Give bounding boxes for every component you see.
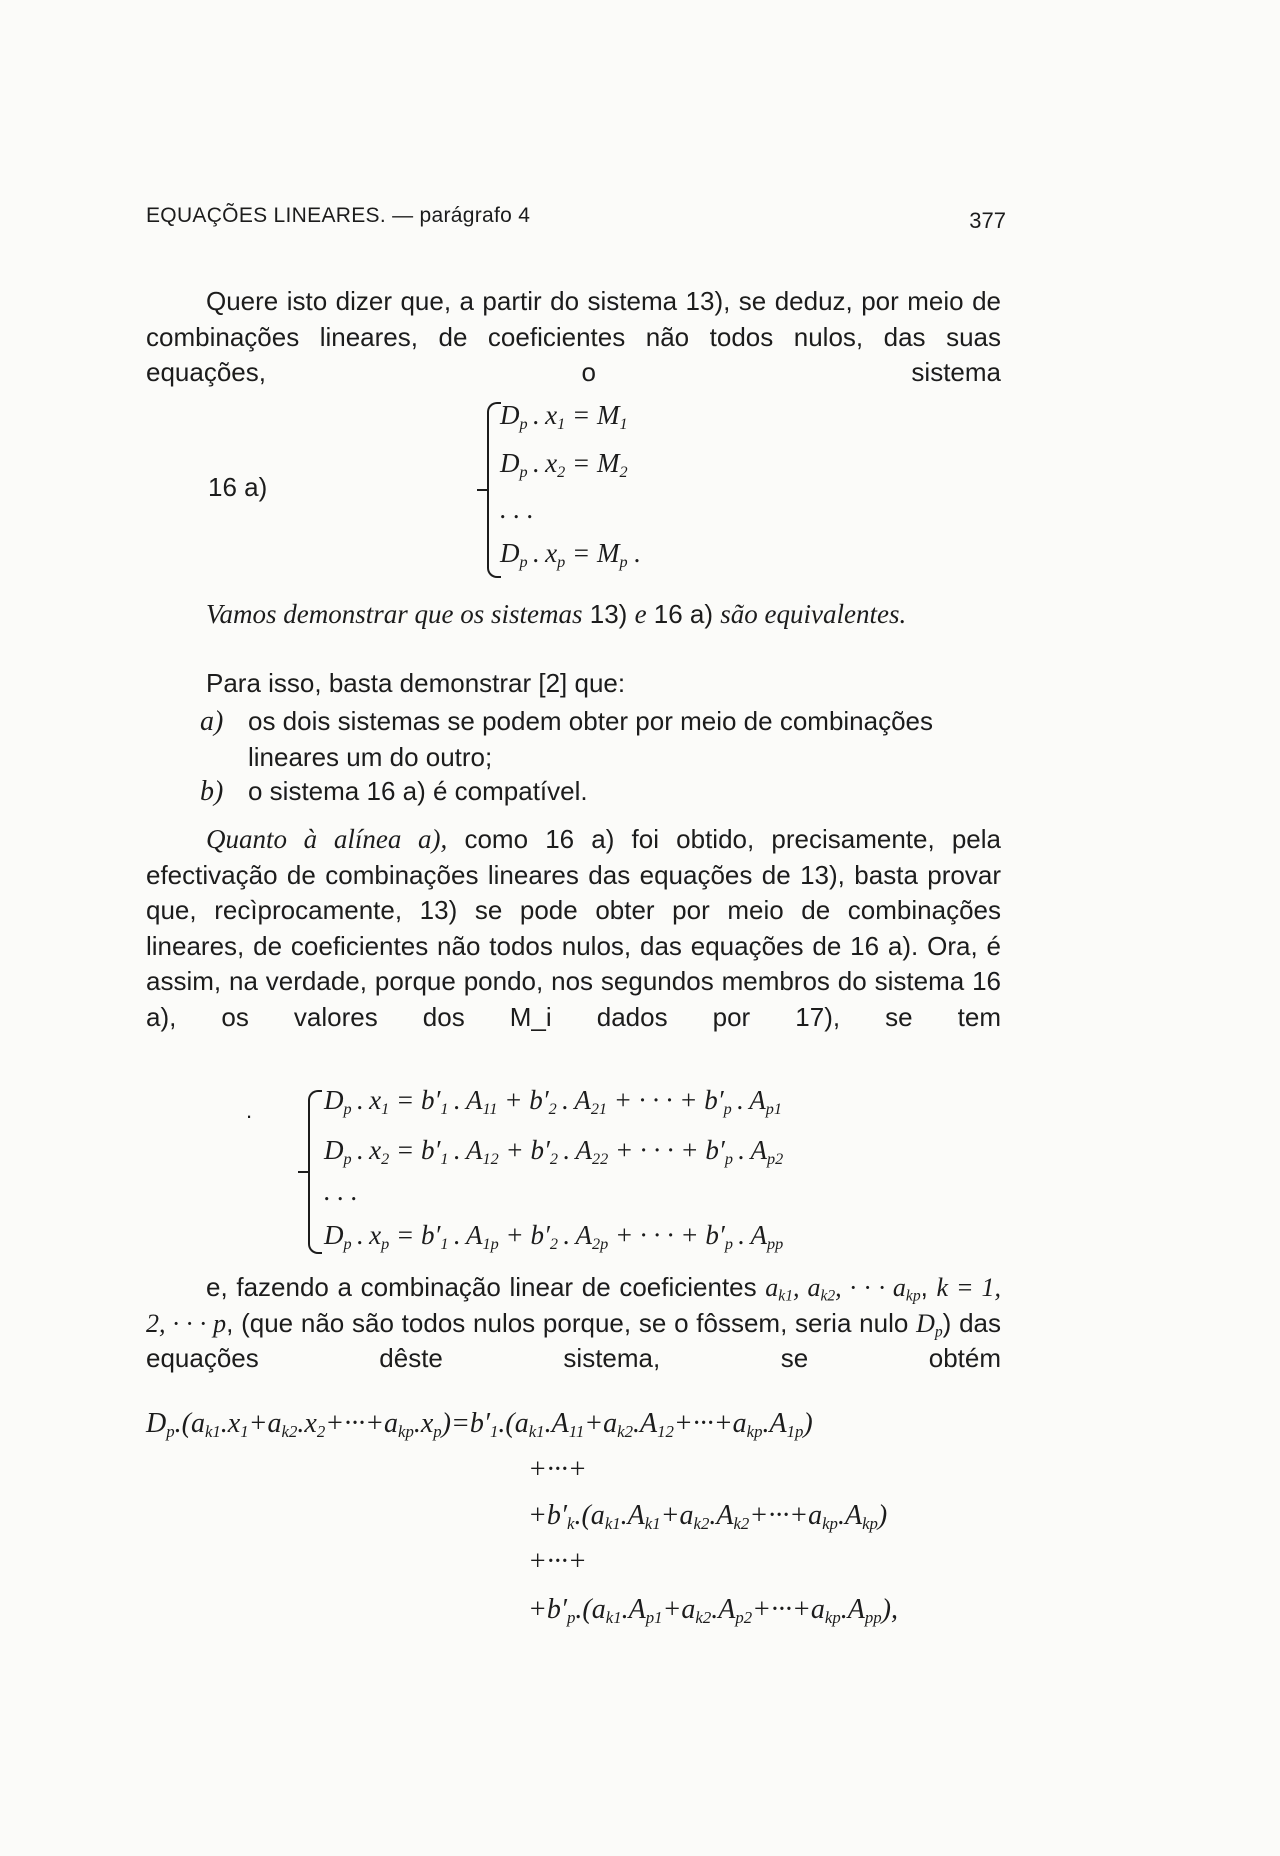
system-expanded-line-4: $D_p$ . $x_p = b'_1$ . $A_{1p} + b'_2$ . $A_{2p}$ + · · · + $b'_p$ . $A_{pp}$ — [324, 1220, 784, 1253]
list-item-a: a) os dois sistemas se podem obter por meio de combinações lineares um do outro; — [200, 706, 934, 772]
running-header — [146, 204, 1006, 244]
stray-dot: . — [246, 1098, 253, 1123]
system-expanded-line-2: $D_p$ . $x_2 = b'_1$ . $A_{12} + b'_2$ . $A_{22}$ + · · · + $b'_p$ . $A_{p2}$ — [324, 1135, 784, 1168]
final-equation-line-3: $+b'_k.(a_{k1}.A_{k1}+a_{k2}.A_{k2}+\cdot\cdot\cdot+a_{kp}.A_{kp})$ — [528, 1500, 888, 1534]
system-16a-line-3: . . . — [500, 494, 534, 524]
running-title: EQUAÇÕES LINEARES. — parágrafo 4 — [146, 204, 531, 227]
final-equation-line-1: $D_p.(a_{k1}.x_1+a_{k2}.x_2+\cdot\cdot\cdot+a_{kp}.x_p)=b'_1.(a_{k1}.A_{11}+a_{k2}.A_{12}+\cdot\cdot\cdot+a_{kp}.A_{1p})$ — [146, 1408, 813, 1442]
left-brace-2 — [308, 1090, 322, 1254]
list-item-b: b) o sistema 16 a) é compatível. — [200, 776, 588, 807]
thesis-statement: Vamos demonstrar que os sistemas 13) e 16 a) são equivalentes. — [206, 599, 907, 629]
system-16a-line-2: $D_p$ . $x_2 = M_2$ — [500, 448, 628, 481]
list-intro: Para isso, basta demonstrar [2] que: — [206, 668, 626, 698]
page-number: 377 — [969, 208, 1006, 233]
paragraph-combination: e, fazendo a combinação linear de coeficientes $a_{k1}$, $a_{k2}$, · · · $a_{kp}$, k = 1, 2, · · · p, (que não são todos nulos porque, se o fôssem, seria nulo $D_p$) das equações dêste sistema, se obtém — [146, 1272, 1001, 1373]
paragraph-alinea-a: Quanto à alínea a), como 16 a) foi obtido, precisamente, pela efectivação de combinações lineares das equações de 13), basta provar que, recìprocamente, 13) se pode obter por meio de combinações lineares, de coeficientes não todos nulos, das equações de 16 a). Ora, é assim, na verdade, porque pondo, nos segundos membros do sistema 16 a), os valores dos M_i dados por 17), se tem — [146, 824, 1001, 1032]
final-equation-line-4: +···+ — [528, 1546, 587, 1577]
final-equation-line-2: +···+ — [528, 1454, 587, 1485]
system-expanded-line-3: . . . — [324, 1176, 358, 1206]
system-16a-label: 16 a) — [208, 472, 268, 502]
system-16a-line-4: $D_p$ . $x_p = M_p$ . — [500, 538, 642, 571]
system-16a-line-1: $D_p$ . $x_1 = M_1$ — [500, 400, 628, 433]
left-brace — [487, 402, 501, 578]
paragraph-intro: Quere isto dizer que, a partir do sistema 13), se deduz, por meio de combinações lineares, de coeficientes não todos nulos, das suas equações, o sistema — [146, 286, 1001, 387]
system-expanded-line-1: $D_p$ . $x_1 = b'_1$ . $A_{11} + b'_2$ . $A_{21}$ + · · · + $b'_p$ . $A_{p1}$ — [324, 1085, 782, 1118]
final-equation-line-5: $+b'_p.(a_{k1}.A_{p1}+a_{k2}.A_{p2}+\cdot\cdot\cdot+a_{kp}.A_{pp})$, — [528, 1594, 898, 1628]
